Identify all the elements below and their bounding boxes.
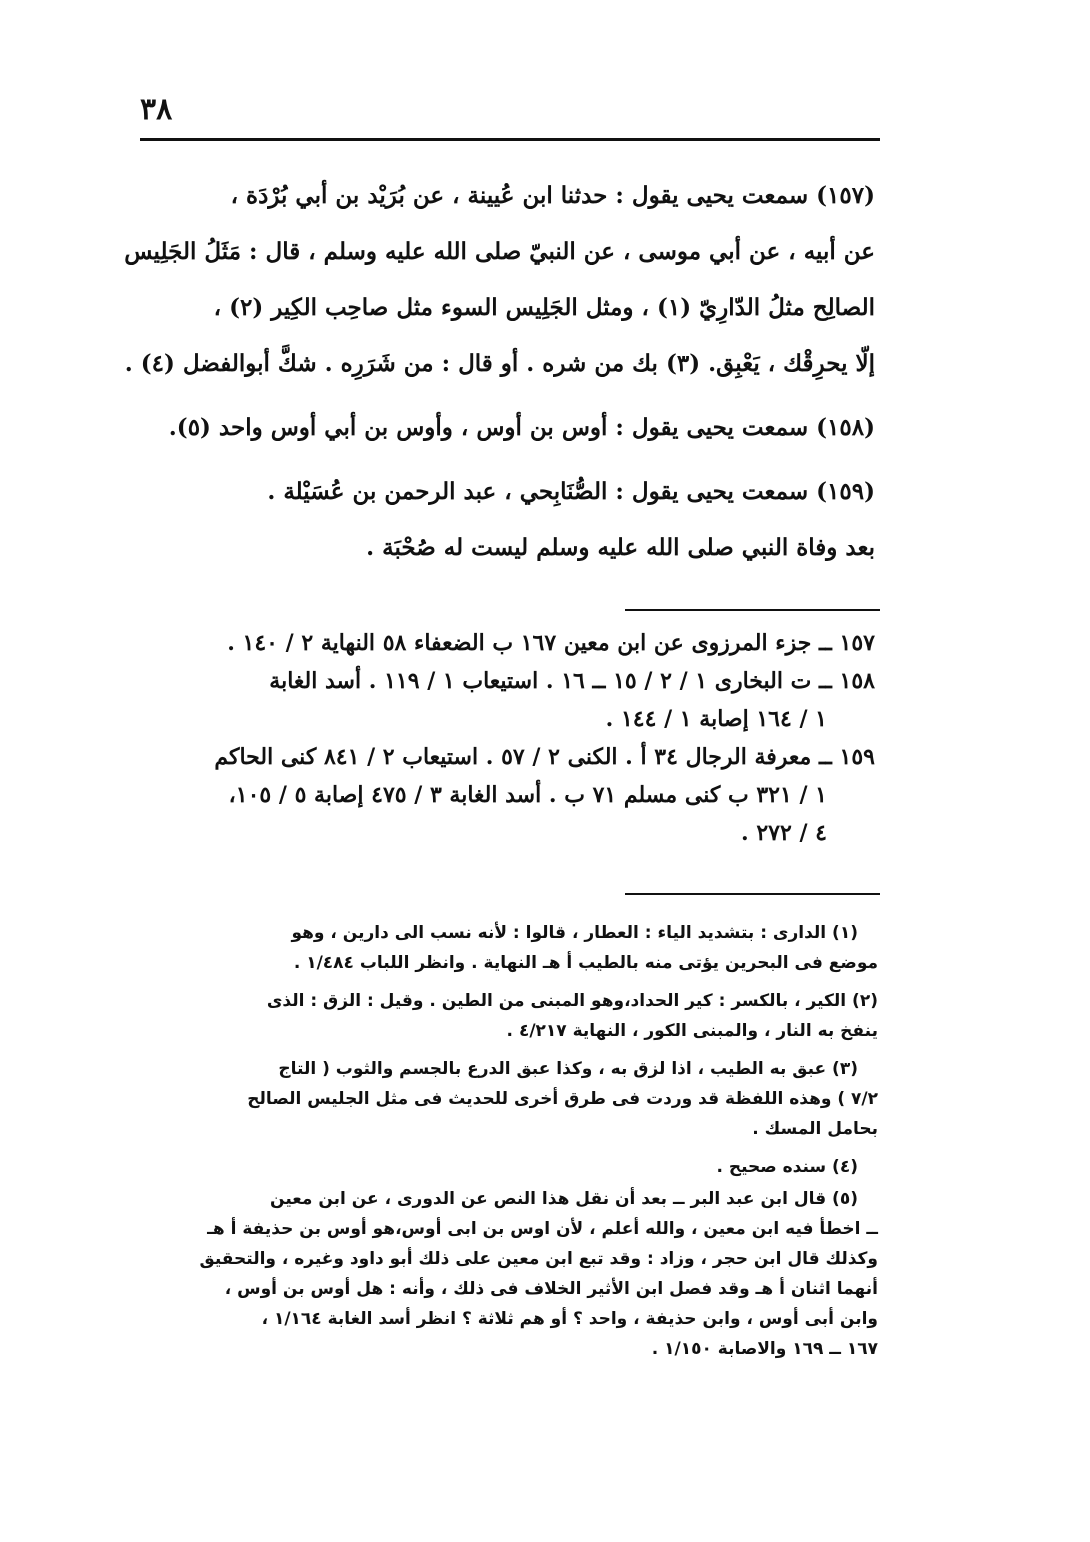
footnote-5 (138, 1184, 878, 1364)
source-line: ١ / ٣٢١ ب كنى مسلم ٧١ ب . أسد الغابة ٣ / ٤٧٥ إصابة ٥ / ١٠٥، (228, 782, 827, 808)
footnote-line: أنهما اثنان أ هـ وقد فصل ابن الأثير الخلاف فى ذلك ، وأنه : هل أوس بن أوس ، (224, 1279, 878, 1299)
text-line: (١٥٩) سمعت يحيى يقول : الصُّنَابِحي ، عبد الرحمن بن عُسَيْلة . (267, 478, 875, 505)
source-line: ١٥٧ ــ جزء المرزوى عن ابن معين ١٦٧ ب الضعفاء ٥٨ النهاية ٢ / ١٤٠ . (227, 630, 875, 656)
page-number: ٣٨ (140, 92, 173, 127)
footnote-4 (138, 1152, 878, 1182)
text-line: (١٥٨) سمعت يحيى يقول : أوس بن أوس ، وأوس بن أبي أوس واحد (٥). (168, 414, 875, 441)
source-line: ١٥٨ ــ ت البخارى ١ / ٢ / ١٥ ــ ١٦ . استيعاب ١ / ١١٩ . أسد الغابة (269, 668, 875, 694)
footnote-line: (١) الدارى : بتشديد الياء : العطار ، قالوا : لأنه نسب الى دارين ، وهو (291, 923, 858, 943)
footnote-line: (٣) عبق به الطيب ، اذا لزق به ، وكذا عبق الدرع بالجسم والثوب ( التاج (278, 1059, 858, 1079)
text-line: (١٥٧) سمعت يحيى يقول : حدثنا ابن عُيينة ، عن بُرَيْد بن أبي بُرْدَة ، (230, 182, 875, 209)
text-line: الصالِح مثلُ الدّارِيّ (١) ، ومثل الجَلِيس السوء مثل صاحِب الكِير (٢) ، (213, 294, 875, 321)
footnote-3 (138, 1054, 878, 1144)
footnotes-separator (625, 893, 880, 895)
source-line: ١ / ١٦٤ إصابة ١ / ١٤٤ . (605, 706, 827, 732)
sources-separator (625, 609, 880, 611)
footnotes-section (138, 918, 878, 1372)
footnote-line: (٤) سنده صحيح . (716, 1157, 858, 1177)
text-line: إلّا يحرِقْك ، يَعْبِق. (٣) بك من شره . أو قال : من شَرَرِه . شكَّ أبوالفضل (٤) . (124, 350, 875, 377)
footnote-line: ينفخ به النار ، والمبنى الكور ، النهاية ٤/٢١٧ . (506, 1021, 878, 1041)
header-rule (140, 138, 880, 141)
footnote-line: ــ اخطأ فيه ابن معين ، والله أعلم ، لأن اوس بن ابى أوس،هو أوس بن حذيفة أ هـ (207, 1219, 878, 1239)
source-entry-157 (150, 624, 875, 662)
footnote-line: (٢) الكير ، بالكسر : كير الحداد،وهو المبنى من الطين . وقيل : الزق : الذى (266, 991, 878, 1011)
footnote-line: بحامل المسك . (752, 1119, 878, 1139)
footnote-line: وكذلك قال ابن حجر ، وزاد : وقد تبع ابن معين على ذلك أبو داود وغيره ، والتحقيق (199, 1249, 878, 1269)
sources-section (150, 624, 875, 852)
source-entry-159 (150, 738, 875, 852)
main-text (124, 168, 875, 576)
footnote-2 (138, 986, 878, 1046)
text-line: عن أبيه ، عن أبي موسى ، عن النبيّ صلى الله عليه وسلم ، قال : مَثَلُ الجَلِيس (124, 238, 875, 265)
source-entry-158 (150, 662, 875, 738)
footnote-1 (138, 918, 878, 978)
footnote-line: (٥) قال ابن عبد البر ــ بعد أن نقل هذا النص عن الدورى ، عن ابن معين (270, 1189, 858, 1209)
footnote-line: وابن أبى أوس ، وابن حذيفة ، واحد ؟ أو هم ثلاثة ؟ انظر أسد الغابة ١/١٦٤ ، (261, 1309, 878, 1329)
paragraph-158 (140, 400, 875, 456)
paragraph-157 (124, 168, 875, 392)
source-line: ١٥٩ ــ معرفة الرجال ٣٤ أ . الكنى ٢ / ٥٧ . استيعاب ٢ / ٨٤١ كنى الحاكم (214, 744, 875, 770)
text-line: بعد وفاة النبي صلى الله عليه وسلم ليست له صُحْبَة . (366, 534, 875, 561)
footnote-line: موضع فى البحرين يؤتى منه بالطيب أ هـ النهاية . وانظر اللباب ١/٤٨٤ . (293, 953, 878, 973)
footnote-line: ١٦٧ ــ ١٦٩ والاصابة ١/١٥٠ . (651, 1339, 878, 1359)
footnote-line: ٧/٢ ) وهذه اللفظة قد وردت فى طرق أخرى للحديث فى مثل الجليس الصالح (247, 1089, 878, 1109)
source-line: ٤ / ٢٧٢ . (741, 820, 827, 846)
paragraph-159 (140, 464, 875, 576)
